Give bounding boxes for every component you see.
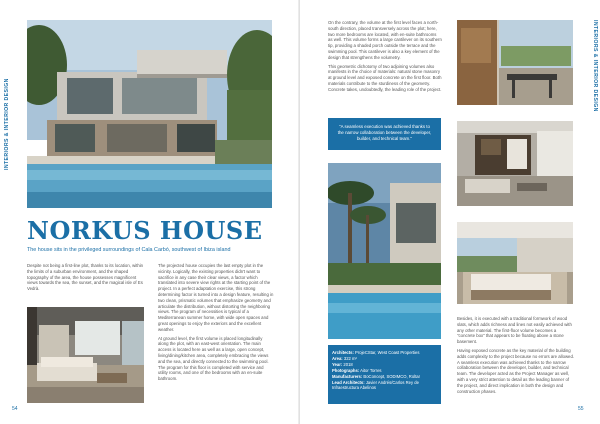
body-paragraph: Despite not being a first-line plot, thanks to its location, within the limits of a suburban environment, and the shaped topography of the area, the house possesses magnificent views towards the sea, the sunset, and the magical isle of Es Vedrà. bbox=[27, 263, 144, 292]
pool-terrace-photo bbox=[328, 163, 441, 339]
credit-row: Photographs: Aitor Torres bbox=[332, 367, 382, 373]
body-column-3 bbox=[328, 20, 442, 96]
credit-row: Manufacturers: BoConcept, SODIMCO, Roltar bbox=[332, 373, 420, 379]
body-paragraph: Having exposed concrete as the key material of the building adds complexity to the project because no errors are allowed. A seamless execution was achieved thanks to the narrow collaboration between the developer, builder, and technical team. The developer acted as the Project Manager as well, with a very strict attention to detail as the leading banner of the project, and direct implication in both the design and construction phases. bbox=[457, 347, 575, 394]
body-column-4 bbox=[457, 316, 575, 397]
page-number-right: 55 bbox=[578, 406, 584, 412]
article-subtitle: The house sits in the privileged surroundings of Cala Carbó, southwest of Ibiza island bbox=[27, 247, 231, 253]
living-room-photo bbox=[27, 307, 144, 403]
living-room-interior-photo bbox=[457, 121, 573, 206]
pull-quote: "A seamless execution was achieved thanks to the narrow collaboration between the developer, builder, and technical team." bbox=[328, 118, 441, 150]
kitchen-dining-photo bbox=[457, 20, 573, 105]
article-title: NORKUS HOUSE bbox=[27, 216, 263, 245]
body-paragraph: Besides, it is executed with a traditional formwork of wood slats, which adds richness and lines not easily achieved with any other material. The first-floor volume becomes a "concrete box" that appears to be floating above a stone basement. bbox=[457, 316, 572, 345]
body-paragraph: The projected house occupies the last empty plot in the vicinity. Logically, the existing properties didn't want to sacrifice in any case their clear views, a factor which translated into severe view rights at the starting point of the project. In a perfect adaptation exercise, this strong determining factor is turned into a design feature, resulting in two clean, prismatic volumes that emphasize geometry and articulate the distribution, without distorting the neighboring views. The program of necessities is typical of a Mediterranean summer home, with wide open spaces and great openings to enjoy the exteriors and the excellent weather. bbox=[158, 263, 274, 332]
body-column-2 bbox=[158, 263, 274, 385]
credits-box bbox=[328, 345, 441, 404]
body-column-1 bbox=[27, 263, 144, 295]
credit-row: Lead Architects: Javier Andrés/Carlos Rey de Infraestructura Abelinos bbox=[332, 379, 419, 391]
body-paragraph: This geometric dichotomy of two adjoining volumes also manifests in the choice of materials: natural stone masonry at ground level and exposed concrete on the first floor. Both materials contribute to the sturdiness of the geometry. Concrete takes, undoubtedly, the leading role of the project. bbox=[328, 63, 442, 92]
section-label-left: INTERIORS & INTERIOR DESIGN bbox=[4, 78, 10, 170]
hero-exterior-photo bbox=[27, 20, 272, 208]
section-label-right: INTERIORS & INTERIOR DESIGN bbox=[592, 20, 598, 112]
page-number-left: 54 bbox=[12, 406, 18, 412]
body-paragraph: On the contrary, the volume at the first level faces a north-south direction, placed transversely across the plot; here, two more bedrooms are located, with en-suite bathrooms as well. This volume forms a large cantilever on its southern tip, providing a shaded porch outside the terrace and the swimming pool. This cantilever is also a key element of the design that strengthens the volumetry. bbox=[328, 20, 442, 60]
credit-row: Year: 2018 bbox=[332, 361, 353, 367]
credit-row: Area: 322 m² bbox=[332, 355, 357, 361]
bedroom-photo bbox=[457, 222, 573, 304]
body-paragraph: At ground level, the first volume is placed longitudinally along the plot, with an east-west orientation. The main access is located here as well as a large, open concept, living/dining/kitchen area, completely embracing the views and the sea, and directly connected to the swimming pool. The program for this floor is completed with service and utility rooms, and one of the bedrooms with an en-suite bathroom. bbox=[158, 335, 269, 382]
credit-row: Architects: ProjeCStar, West Coast Properties bbox=[332, 350, 420, 355]
